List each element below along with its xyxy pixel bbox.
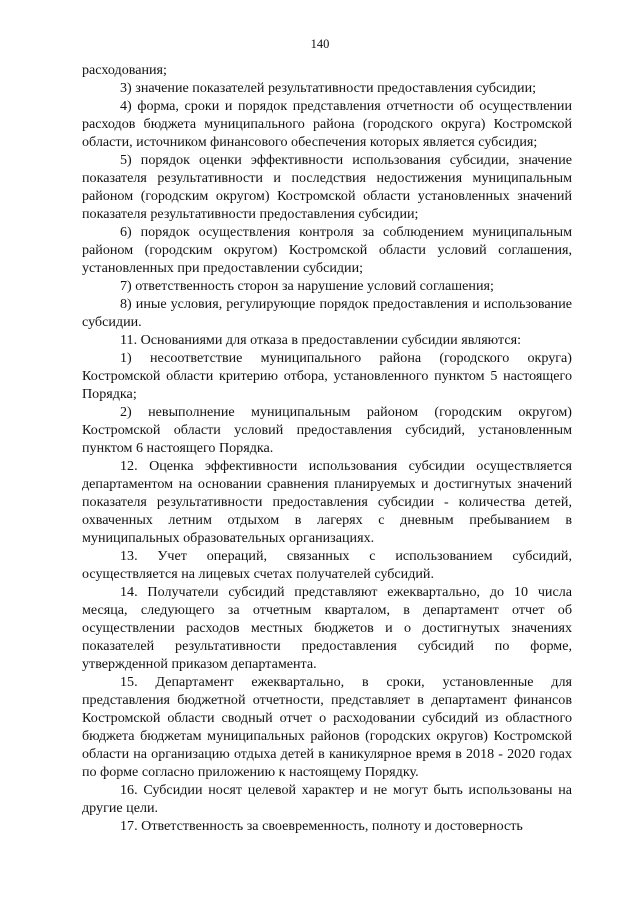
page-number: 140 xyxy=(310,37,330,51)
clause-11-item-2: 2) невыполнение муниципальным районом (городским округом) Костромской области условий предоставления субсидий, установленным пунктом 6 настоящего Порядка. xyxy=(82,404,572,456)
list-item-4: 4) форма, сроки и порядок представления отчетности об осуществлении расходов бюджета муниципального района (городского округа) Костромской области, источником финансового обеспечения которых является субсидия; xyxy=(82,98,572,150)
clause-12: 12. Оценка эффективности использования субсидии осуществляется департаментом на основании сравнения планируемых и достигнутых значений показателя результативности предоставления субсидии - количества детей, охваченных летним отдыхом в лагерях с дневным пребыванием в муниципальных образовательных организациях. xyxy=(82,458,572,546)
clause-11-item-1: 1) несоответствие муниципального района (городского округа) Костромской области критерию отбора, установленного пунктом 5 настоящего Порядка; xyxy=(82,350,572,402)
list-item-7: 7) ответственность сторон за нарушение условий соглашения; xyxy=(120,278,494,294)
list-item-3: 3) значение показателей результативности предоставления субсидии; xyxy=(120,80,537,96)
list-item-6: 6) порядок осуществления контроля за соблюдением муниципальным районом (городским округом) Костромской области условий соглашения, установленных при предоставлении субсидии; xyxy=(82,224,572,276)
clause-16: 16. Субсидии носят целевой характер и не могут быть использованы на другие цели. xyxy=(82,782,572,816)
clause-14: 14. Получатели субсидий представляют ежеквартально, до 10 числа месяца, следующего за отчетным кварталом, в департамент отчет об осуществлении расходов местных бюджетов и о достигнутых значениях показателей результативности предоставления субсидий по форме, утвержденной приказом департамента. xyxy=(82,584,572,672)
list-item-8: 8) иные условия, регулирующие порядок предоставления и использование субсидии. xyxy=(82,296,572,330)
document-body xyxy=(82,61,572,835)
clause-15: 15. Департамент ежеквартально, в сроки, установленные для представления бюджетной отчетности, представляет в департамент финансов Костромской области сводный отчет о расходовании субсидий из областного бюджета бюджетам муниципальных районов (городских округов) Костромской области на организацию отдыха детей в каникулярное время в 2018 - 2020 годах по форме согласно приложению к настоящему Порядку. xyxy=(82,674,572,780)
clause-13: 13. Учет операций, связанных с использованием субсидий, осуществляется на лицевых счетах получателей субсидий. xyxy=(82,548,572,582)
clause-17: 17. Ответственность за своевременность, полноту и достоверность xyxy=(120,818,523,834)
list-item-5: 5) порядок оценки эффективности использования субсидии, значение показателя результативности и последствия недостижения муниципальным районом (городским округом) Костромской области установленных значений показателя результативности предоставления субсидии; xyxy=(82,152,572,222)
paragraph-continuation: расходования; xyxy=(82,62,167,78)
clause-11: 11. Основаниями для отказа в предоставлении субсидии являются: xyxy=(120,332,522,348)
